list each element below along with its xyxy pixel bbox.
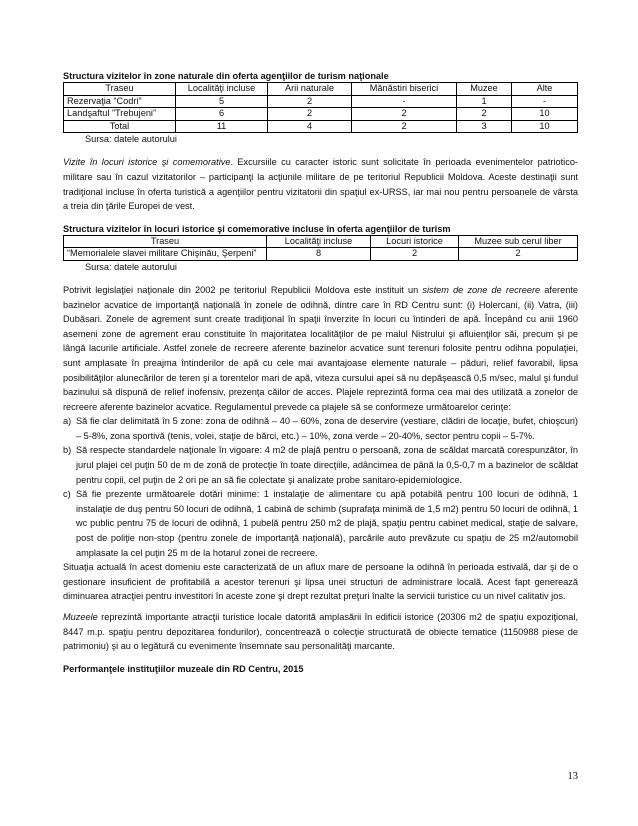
table-cell: 2 xyxy=(268,95,352,108)
table-cell: 4 xyxy=(268,120,352,133)
table-total-row xyxy=(64,120,578,133)
table-cell: 2 xyxy=(457,108,512,121)
section-heading: Performanţele instituţiilor muzeale din RD Centru, 2015 xyxy=(63,663,304,674)
list-item xyxy=(63,443,578,487)
paragraph-muzeele xyxy=(63,610,578,654)
paragraph-recreere xyxy=(63,283,578,414)
table1-source: Sursa: datele autorului xyxy=(85,134,177,145)
column-header: Locuri istorice xyxy=(371,235,459,248)
table-cell: 2 xyxy=(268,108,352,121)
list-item-label: b) xyxy=(63,445,72,456)
list-item-text: Să respecte standardele naţionale în vigoare: 4 m2 de plajă pentru o persoană, zona de scăldat marcată corespunzător, în jurul plajei cel puţin 50 de m de zonă de protecţie în toate direcţiile, adâncimea de până la 0,5-0,7 m a bazinelor de scăldat pentru copii, cel puţin de 2 ori pe an să fie colectate şi analizate probe sanitaro-epidemiologice. xyxy=(76,445,578,485)
table-cell: 11 xyxy=(176,120,268,133)
table-cell: 3 xyxy=(457,120,512,133)
table-header-row xyxy=(64,235,578,248)
table2-source: Sursa: datele autorului xyxy=(85,261,177,272)
column-header: Muzee sub cerul liber xyxy=(459,235,578,248)
list-item xyxy=(63,487,578,560)
table2-caption: Structura vizitelor în locuri istorice şi comemorative incluse în oferta agenţiilor de turism xyxy=(63,223,451,234)
paragraph-text: reprezintă importante atracţii turistice locale datorită amplasării în edificii istorice (20306 m2 de spaţiu expoziţional, 8447 m.p. spaţiu pentru depozitarea fondurilor), concentrează o colecţie structurată de obiecte tematice (1150988 piese de patrimoniu) şi au o legătură cu evenimente însemnate sau personalităţi marcante. xyxy=(63,612,578,652)
table-cell: - xyxy=(512,95,578,108)
table-cell: 2 xyxy=(352,120,457,133)
column-header: Muzee xyxy=(457,83,512,96)
paragraph-emphasis: Muzeele xyxy=(63,612,98,622)
table-row xyxy=(64,95,578,108)
table1-caption: Structura vizitelor în zone naturale din oferta agenţiilor de turism naţionale xyxy=(63,71,389,81)
paragraph-text: Potrivit legislaţiei naţionale din 2002 pe teritoriul Republicii Moldova este instituit un xyxy=(63,284,423,295)
column-header: Mănăstiri biserici xyxy=(352,83,457,96)
paragraph-istorice xyxy=(63,155,578,213)
table-cell: Landşaftul ”Trebujeni” xyxy=(64,108,176,121)
paragraph-situatia: Situaţia actuală în acest domeniu este caracterizată de un aflux mare de persoane la odihnă în perioada estivală, dar şi de o gestionare insuficient de profitabilă a acestor terenuri şi lipsa unei structuri de administrare locală. Acest fapt generează diminuarea atracţiei pentru investitori în aceste zone şi drept rezultat preţuri înalte la servicii turistice cu un nivel calitativ jos. xyxy=(63,562,578,602)
page-content xyxy=(63,70,578,676)
table-zones-naturale xyxy=(63,82,578,133)
table-cell: Rezervaţia “Codri” xyxy=(64,95,176,108)
table-cell: 10 xyxy=(512,120,578,133)
paragraph-text: aferente bazinelor acvatice de importanţă naţională în zonele de odihnă, dintre care în RD Centru sunt: (i) Holercani, (ii) Vatra, (iii) Dubăsari. Zonele de agrement sunt create tradiţional în spaţii înverzite în locuri cu întinderi de apă. Începând cu anii 1960 asemeni zone de agrement erau constituite în majoritatea localităţilor de pe malul Nistrului şi afluienţilor săi, precum şi pe lângă lacurile artificiale. Astfel zonele de recreere aferente bazinelor acvatice sunt terenuri folosite pentru odihna populaţiei, sunt amplasate în preajma întinderilor de apă cu cele mai avantajoase elemente naturale – păduri, relief favorabil, lipsa posibilităţilor alunecărilor de teren şi a torentelor mari de apă, viteza cursului apei să nu depăşească 0,5 m/sec, malul şi fundul bazinului să dispună de relief inofensiv, prezenţa căilor de acces. Plajele reprezintă forma cea mai des utilizată a zonelor de recreere aferente bazinelor acvatice. Regulamentul prevede ca plajele să se conformeze următoarelor cerinţe: xyxy=(63,284,578,412)
table-cell: 8 xyxy=(267,248,371,261)
table-cell: 2 xyxy=(371,248,459,261)
paragraph-emphasis: Vizite în locuri istorice şi comemorative xyxy=(63,157,231,168)
requirements-list xyxy=(63,414,578,560)
list-item-text: Să fie clar delimitată în 5 zone: zona de odihnă – 40 – 60%, zona de deservire (vestiare, clădiri de locaţie, bufet, chioşcuri) – 5-8%, zona sportivă (tenis, volei, staţie de bărci, etc.) – 10%, zona verde – 20-40%, sector pentru copii – 5-7%. xyxy=(76,416,578,441)
list-item xyxy=(63,414,578,443)
table-cell: 6 xyxy=(176,108,268,121)
table-locuri-istorice xyxy=(63,235,578,261)
list-item-text: Să fie prezente următoarele dotări minime: 1 instalaţie de alimentare cu apă potabilă pentru 100 locuri de odihnă, 1 instalaţie de duş pentru 50 locuri de odihnă, 1 cabină de schimb (suprafaţa minimă de 1,5 m2) pentru 50 locuri de odihnă, 1 wc public pentru 75 de locuri de odihnă, 1 pubelă pentru 250 m2 de plajă, spaţiu pentru cabinet medical, staţie de salvare, post de poliţie non-stop (pentru zonele de importanţă naţională), parcările auto prevăzute cu spaţiu de 25 m2/automobil amplasate la cel puţin 25 m de la hotarul zonei de recreere. xyxy=(76,489,578,558)
table-cell: Total xyxy=(64,120,176,133)
table-cell: - xyxy=(352,95,457,108)
paragraph-emphasis: sistem de zone de recreere xyxy=(422,284,541,295)
column-header: Alte xyxy=(512,83,578,96)
column-header: Arii naturale xyxy=(268,83,352,96)
column-header: Localităţi incluse xyxy=(267,235,371,248)
table-header-row xyxy=(64,83,578,96)
table-cell: 10 xyxy=(512,108,578,121)
paragraph-text: . Excursiile cu caracter istoric sunt solicitate în perioada evenimentelor patriotico-militare sau în cazul vizitatorilor – participanţi la acţiunile militare de pe teritoriul Republicii Moldova. Aceste destinaţii sunt tradiţional incluse în oferta turistică a agenţiilor pentru vizitatorii din spaţiul ex-URSS, iar mai nou pentru persoanele de vârsta a treia din ţările Europei de vest. xyxy=(63,157,578,212)
table-cell: 1 xyxy=(457,95,512,108)
table-cell: 2 xyxy=(352,108,457,121)
table-cell: “Memorialele slavei militare Chişinău, Şerpeni” xyxy=(64,248,267,261)
table-cell: 5 xyxy=(176,95,268,108)
column-header: Traseu xyxy=(64,235,267,248)
list-item-label: a) xyxy=(63,416,72,427)
table-row xyxy=(64,248,578,261)
list-item-label: c) xyxy=(63,489,71,500)
column-header: Localităţi incluse xyxy=(176,83,268,96)
column-header: Traseu xyxy=(64,83,176,96)
table-row xyxy=(64,108,578,121)
table-cell: 2 xyxy=(459,248,578,261)
page-number: 13 xyxy=(567,771,578,782)
